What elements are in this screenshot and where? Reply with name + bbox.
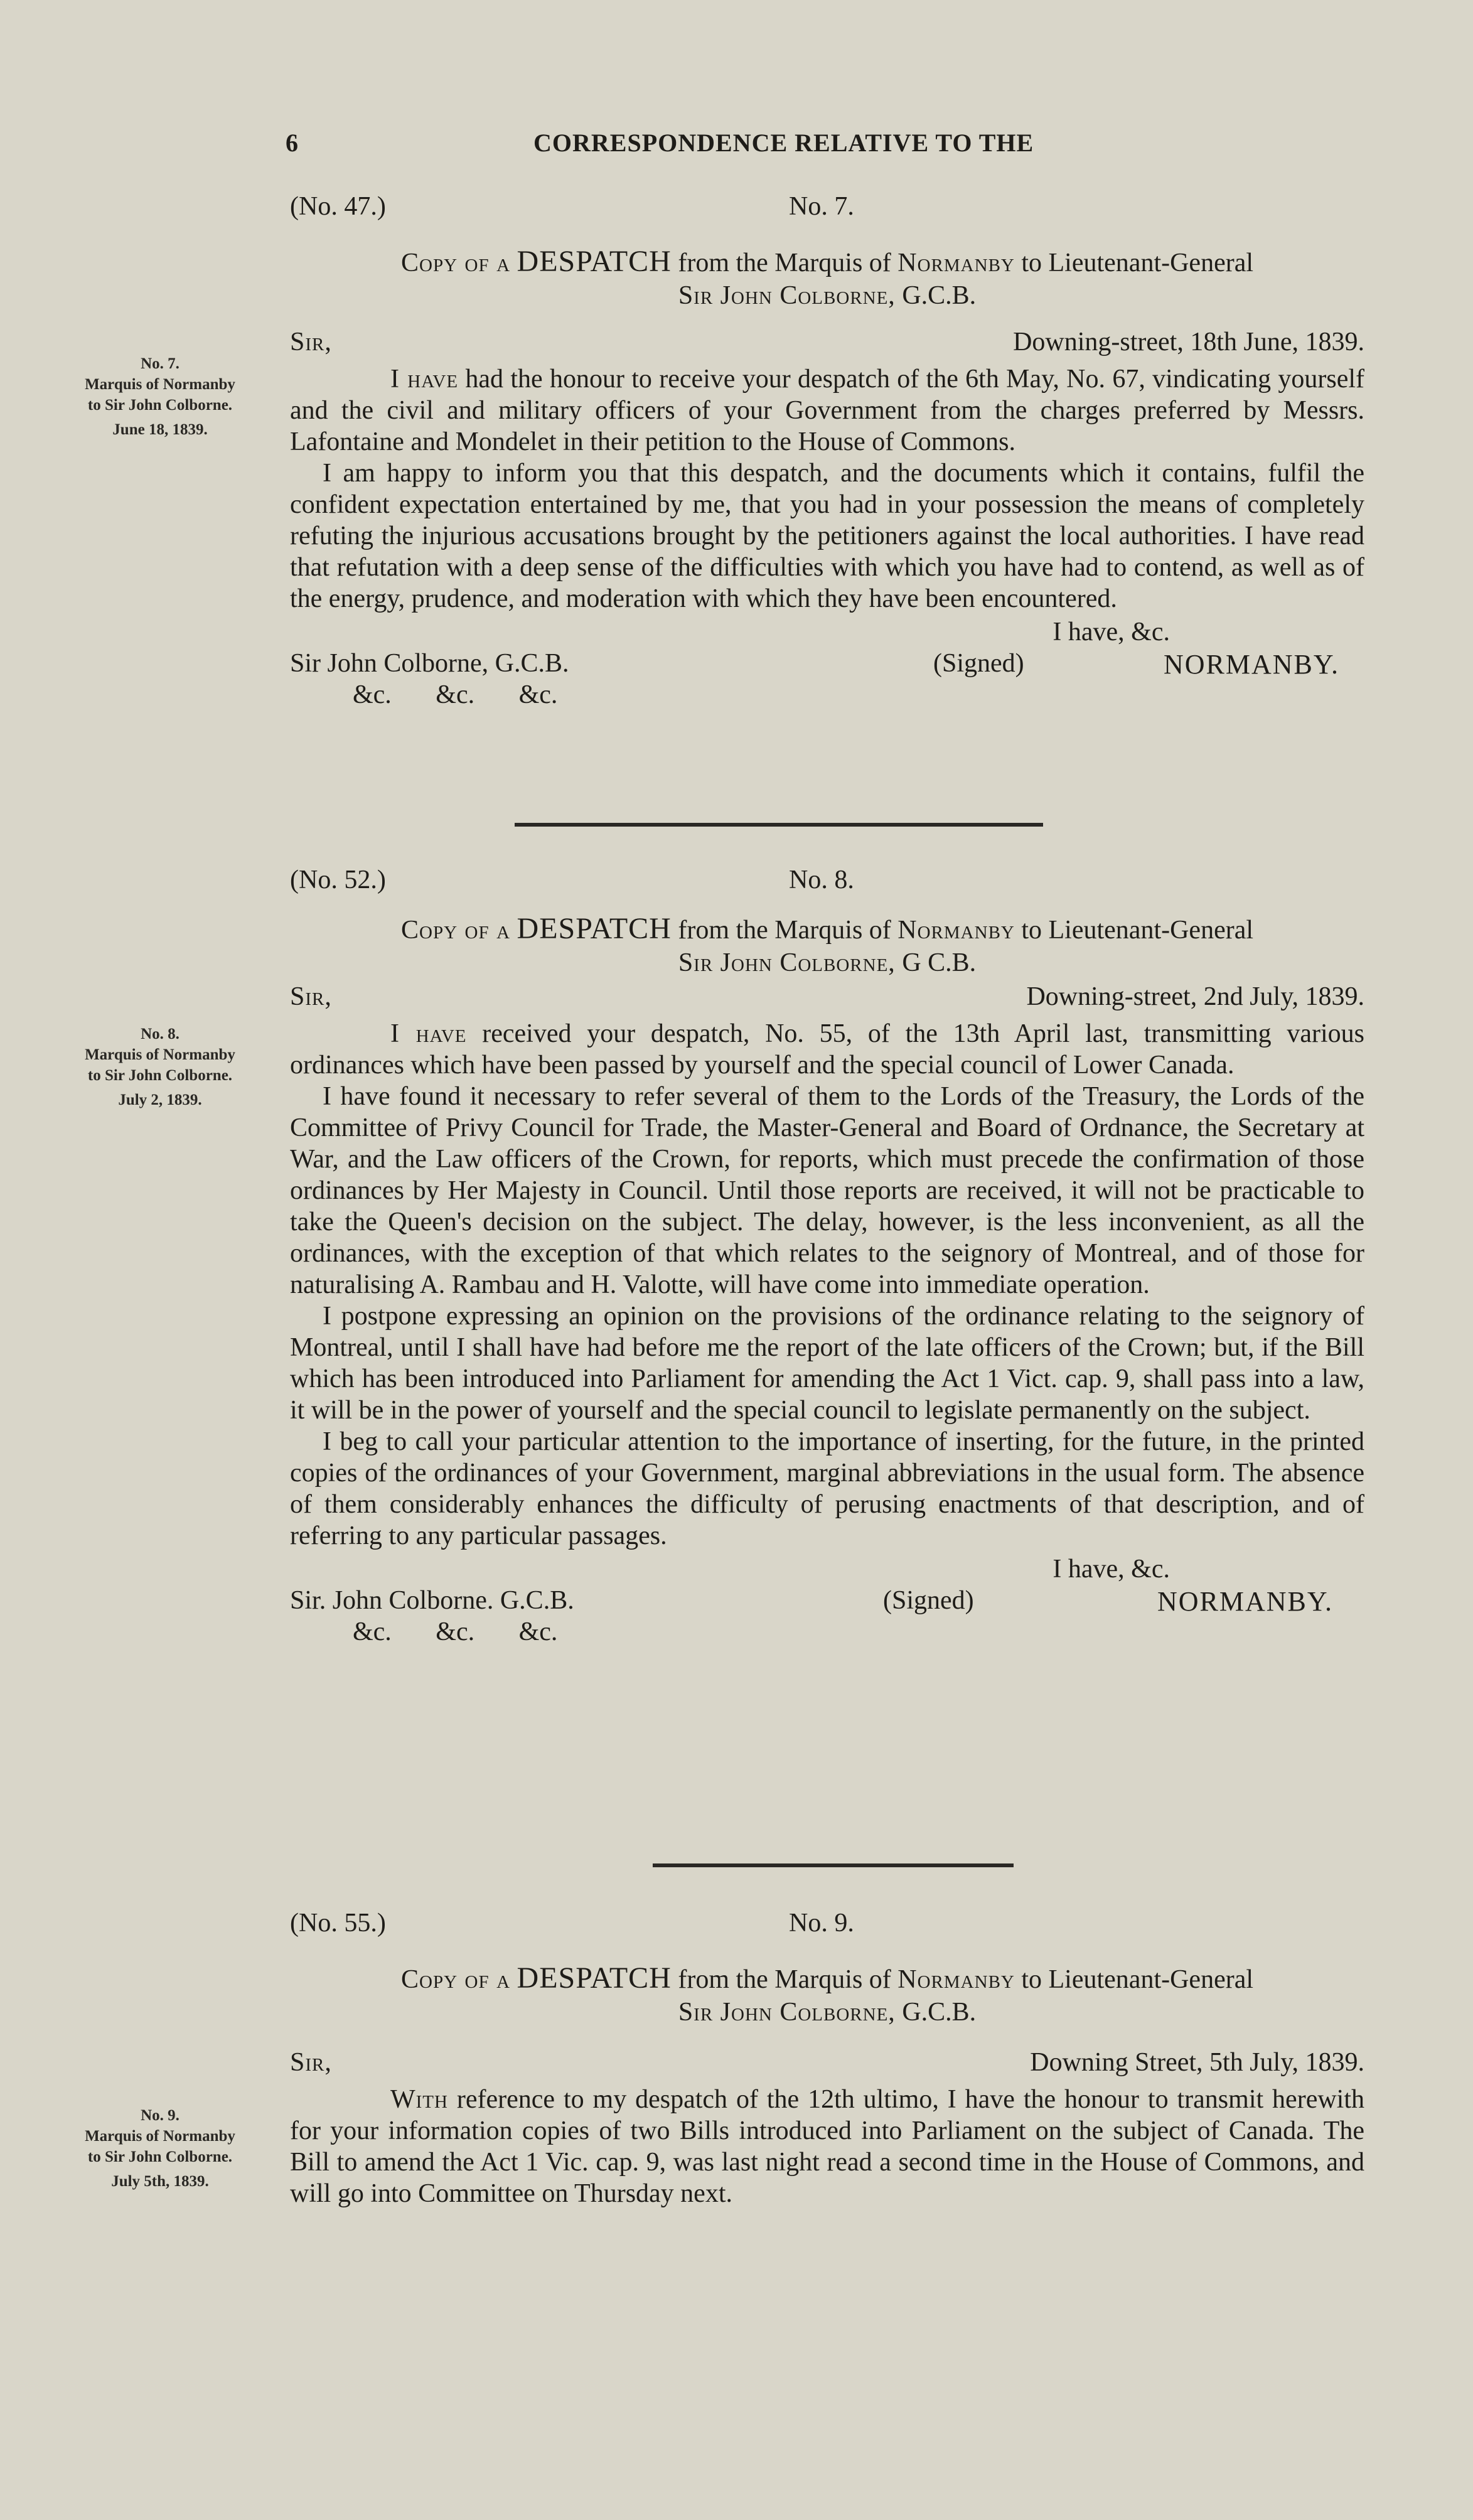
dateline: Downing-street, 18th June, 1839. bbox=[1013, 328, 1364, 357]
dateline: Downing Street, 5th July, 1839. bbox=[1030, 2048, 1364, 2077]
margin-note-number: No. 9. bbox=[141, 2107, 179, 2124]
signed-label: (Signed) bbox=[883, 1586, 974, 1615]
margin-note-date: June 18, 1839. bbox=[112, 421, 208, 438]
despatch-title bbox=[290, 913, 1364, 979]
salutation-line bbox=[290, 327, 1364, 363]
margin-note-to: to Sir John Colborne. bbox=[87, 1067, 233, 1084]
paragraph bbox=[290, 2084, 1364, 2209]
despatch-body bbox=[290, 1018, 1364, 1552]
title-from: from the Marquis of bbox=[678, 1965, 891, 1994]
margin-note-number: No. 7. bbox=[141, 355, 179, 372]
title-despatch: DESPATCH bbox=[517, 245, 672, 278]
despatch-no9 bbox=[290, 1908, 1364, 2209]
margin-note-number: No. 8. bbox=[141, 1026, 179, 1043]
closing-formula: I have, &c. bbox=[1053, 1555, 1170, 1584]
title-sender: Normanby bbox=[897, 916, 1015, 945]
lead-words: I have bbox=[390, 365, 459, 394]
section-divider bbox=[653, 1863, 1014, 1867]
paragraph: I have found it necessary to refer several of them to the Lords of the Treasury, the Lords of the Committee of Privy Council for Trade, the Master-General and Board of Ordnance, the Secretary at War, and the Law officers of the Crown, for reports, which must precede the confirmation of those ordinances by Her Majesty in Council. Until those reports are received, it will not be practicable to take the Queen's decision on the subject. The delay, however, is the less inconvenient, as all the ordinances, with the exception of that which relates to the seignory of Montreal, and of those for naturalising A. Rambau and H. Valotte, will have come into immediate operation. bbox=[290, 1082, 1364, 1299]
section-divider bbox=[515, 823, 1043, 827]
closing-formula: I have, &c. bbox=[1053, 618, 1170, 646]
paragraph bbox=[290, 1018, 1364, 1081]
despatch-number: No. 7. bbox=[789, 192, 854, 221]
lead-words: I have bbox=[390, 1019, 467, 1048]
despatch-ref-line bbox=[290, 1908, 1364, 1944]
margin-note-date: July 2, 1839. bbox=[118, 1091, 202, 1108]
despatch-no8 bbox=[290, 865, 1364, 1654]
despatch-ref: (No. 47.) bbox=[290, 192, 386, 221]
despatch-title bbox=[290, 245, 1364, 312]
addressee: Sir John Colborne, G.C.B. bbox=[290, 649, 569, 678]
margin-note-from: Marquis of Normanby bbox=[85, 376, 235, 393]
paragraph: I postpone expressing an opinion on the provisions of the ordinance relating to the seignory of Montreal, until I shall have had before me the report of the late officers of the Crown; but, if the Bill which has been introduced into Parliament for amending the Act 1 Vict. cap. 9, shall pass into a law, it will be in the power of yourself and the special council to legislate permanently on the subject. bbox=[290, 1302, 1364, 1425]
salutation: Sir, bbox=[290, 328, 332, 357]
running-title: CORRESPONDENCE RELATIVE TO THE bbox=[533, 129, 1034, 157]
despatch-ref-line bbox=[290, 865, 1364, 901]
etc-line: &c. &c. &c. bbox=[353, 680, 558, 709]
title-to: to Lieutenant-General bbox=[1021, 1965, 1254, 1994]
lead-words: With bbox=[390, 2085, 448, 2114]
despatch-ref: (No. 55.) bbox=[290, 1909, 386, 1938]
title-from: from the Marquis of bbox=[678, 916, 891, 945]
despatch-number: No. 9. bbox=[789, 1909, 854, 1938]
paragraph: I am happy to inform you that this despatch, and the documents which it contains, fulfil the confident expectation entertained by me, that you had in your possession the means of completely refuting the injurious accusations brought by the petitioners against the local authorities. I have read that refutation with a deep sense of the difficulties with which you have had to contend, as well as of the energy, prudence, and moderation with which they have been encountered. bbox=[290, 459, 1364, 613]
paragraph: I beg to call your particular attention to the importance of inserting, for the future, in the printed copies of the ordinances of your Government, marginal abbreviations in the usual form. The absence of them considerably enhances the difficulty of perusing enactments of that description, and of referring to any particular passages. bbox=[290, 1427, 1364, 1550]
page-header bbox=[286, 123, 1365, 167]
despatch-number: No. 8. bbox=[789, 866, 854, 894]
etc-line: &c. &c. &c. bbox=[353, 1617, 558, 1646]
margin-note-date: July 5th, 1839. bbox=[111, 2173, 209, 2190]
margin-note-from: Marquis of Normanby bbox=[85, 1046, 235, 1063]
title-honour: G C.B. bbox=[902, 948, 977, 977]
despatch-closing bbox=[290, 1554, 1364, 1654]
despatch-ref-line bbox=[290, 191, 1364, 228]
page-number: 6 bbox=[286, 129, 299, 157]
title-sender: Normanby bbox=[897, 249, 1015, 277]
paragraph-text: received your despatch, No. 55, of the 13th April last, transmitting various ordinances which have been passed by yourself and the special council of Lower Canada. bbox=[290, 1019, 1365, 1080]
title-honour: G.C.B. bbox=[902, 281, 977, 310]
addressee: Sir. John Colborne. G.C.B. bbox=[290, 1586, 574, 1615]
title-to: to Lieutenant-General bbox=[1021, 249, 1254, 277]
margin-note-from: Marquis of Normanby bbox=[85, 2128, 235, 2145]
margin-note-to: to Sir John Colborne. bbox=[87, 397, 233, 414]
margin-note-no8 bbox=[63, 1024, 257, 1110]
paragraph bbox=[290, 363, 1364, 458]
title-sender: Normanby bbox=[897, 1965, 1015, 1994]
dateline: Downing-street, 2nd July, 1839. bbox=[1026, 982, 1364, 1011]
paragraph-text: had the honour to receive your despatch of the 6th May, No. 67, vindicating yourself and the civil and military officers of your Government from the charges preferred by Messrs. Lafontaine and Mondelet in their petition to the House of Commons. bbox=[290, 365, 1364, 456]
title-from: from the Marquis of bbox=[678, 249, 891, 277]
title-honour: G.C.B. bbox=[902, 1998, 977, 2027]
salutation-line bbox=[290, 2047, 1364, 2084]
paragraph-text: reference to my despatch of the 12th ultimo, I have the honour to transmit herewith for your information copies of two Bills introduced into Parliament on the subject of Canada. The Bill to amend the Act 1 Vic. cap. 9, was last night read a second time in the House of Commons, and will go into Committee on Thursday next. bbox=[290, 2085, 1364, 2208]
title-despatch: DESPATCH bbox=[517, 912, 672, 945]
title-prefix: Copy of a bbox=[400, 916, 511, 945]
signatory: NORMANBY. bbox=[1163, 649, 1339, 680]
title-recipient: Sir John Colborne, bbox=[678, 1998, 896, 2027]
title-prefix: Copy of a bbox=[400, 1965, 511, 1994]
margin-note-no7 bbox=[63, 353, 257, 440]
despatch-title bbox=[290, 1962, 1364, 2029]
title-recipient: Sir John Colborne, bbox=[678, 281, 896, 310]
despatch-ref: (No. 52.) bbox=[290, 866, 386, 894]
title-despatch: DESPATCH bbox=[517, 1961, 672, 1995]
margin-note-no9 bbox=[63, 2105, 257, 2192]
salutation: Sir, bbox=[290, 2048, 332, 2077]
title-recipient: Sir John Colborne, bbox=[678, 948, 896, 977]
signed-label: (Signed) bbox=[933, 649, 1024, 678]
despatch-closing bbox=[290, 617, 1364, 717]
despatch-no7 bbox=[290, 191, 1364, 717]
margin-note-to: to Sir John Colborne. bbox=[87, 2148, 233, 2165]
despatch-body bbox=[290, 2084, 1364, 2209]
despatch-body bbox=[290, 363, 1364, 614]
title-to: to Lieutenant-General bbox=[1021, 916, 1254, 945]
title-prefix: Copy of a bbox=[400, 249, 511, 277]
signatory: NORMANBY. bbox=[1157, 1586, 1333, 1617]
salutation: Sir, bbox=[290, 982, 332, 1011]
salutation-line bbox=[290, 982, 1364, 1018]
